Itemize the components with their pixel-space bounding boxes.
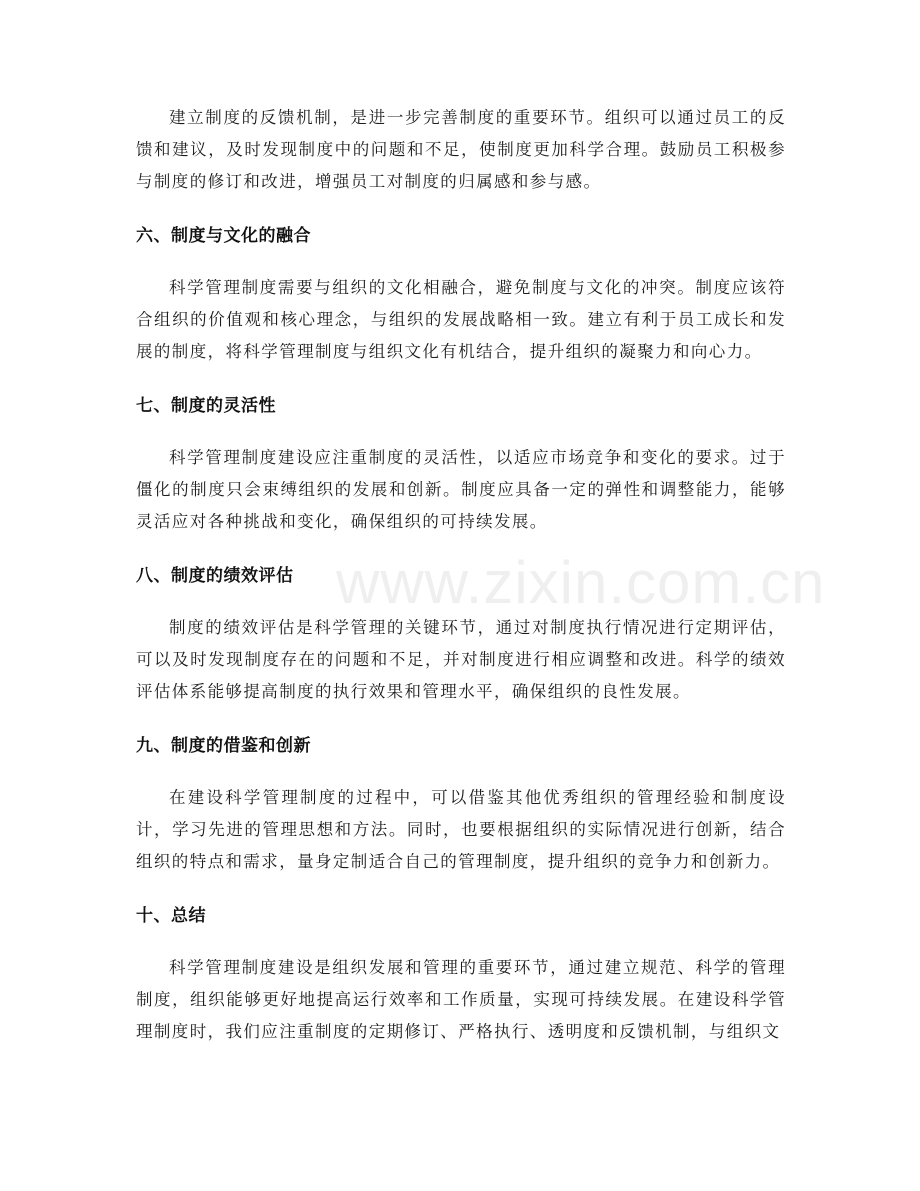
paragraph-section-8: 制度的绩效评估是科学管理的关键环节，通过对制度执行情况进行定期评估，可以及时发现制度存在的问题和不足，并对制度进行相应调整和改进。科学的绩效评估体系能够提高制度的执行效果和管理水平，确保组织的良性发展。 xyxy=(136,618,786,701)
heading-section-7: 七、制度的灵活性 xyxy=(136,396,276,416)
heading-section-9: 九、制度的借鉴和创新 xyxy=(136,736,311,756)
heading-section-6: 六、制度与文化的融合 xyxy=(136,226,311,246)
paragraph-feedback-mechanism: 建立制度的反馈机制，是进一步完善制度的重要环节。组织可以通过员工的反馈和建议，及时发现制度中的问题和不足，使制度更加科学合理。鼓励员工积极参与制度的修订和改进，增强员工对制度的归属感和参与感。 xyxy=(136,108,786,191)
paragraph-section-7: 科学管理制度建设应注重制度的灵活性，以适应市场竞争和变化的要求。过于僵化的制度只会束缚组织的发展和创新。制度应具备一定的弹性和调整能力，能够灵活应对各种挑战和变化，确保组织的可持续发展。 xyxy=(136,448,786,531)
paragraph-section-10: 科学管理制度建设是组织发展和管理的重要环节，通过建立规范、科学的管理制度，组织能够更好地提高运行效率和工作质量，实现可持续发展。在建设科学管理制度时，我们应注重制度的定期修订、严格执行、透明度和反馈机制，与组织文 xyxy=(136,958,786,1041)
watermark: www.zixin.com.cn xyxy=(336,549,826,616)
paragraph-section-9: 在建设科学管理制度的过程中，可以借鉴其他优秀组织的管理经验和制度设计，学习先进的管理思想和方法。同时，也要根据组织的实际情况进行创新，结合组织的特点和需求，量身定制适合自己的管理制度，提升组织的竞争力和创新力。 xyxy=(136,788,786,871)
heading-section-10: 十、总结 xyxy=(136,906,206,926)
document-body xyxy=(136,102,786,1048)
heading-section-8: 八、制度的绩效评估 xyxy=(136,566,294,586)
paragraph-section-6: 科学管理制度需要与组织的文化相融合，避免制度与文化的冲突。制度应该符合组织的价值观和核心理念，与组织的发展战略相一致。建立有利于员工成长和发展的制度，将科学管理制度与组织文化有机结合，提升组织的凝聚力和向心力。 xyxy=(136,278,786,361)
